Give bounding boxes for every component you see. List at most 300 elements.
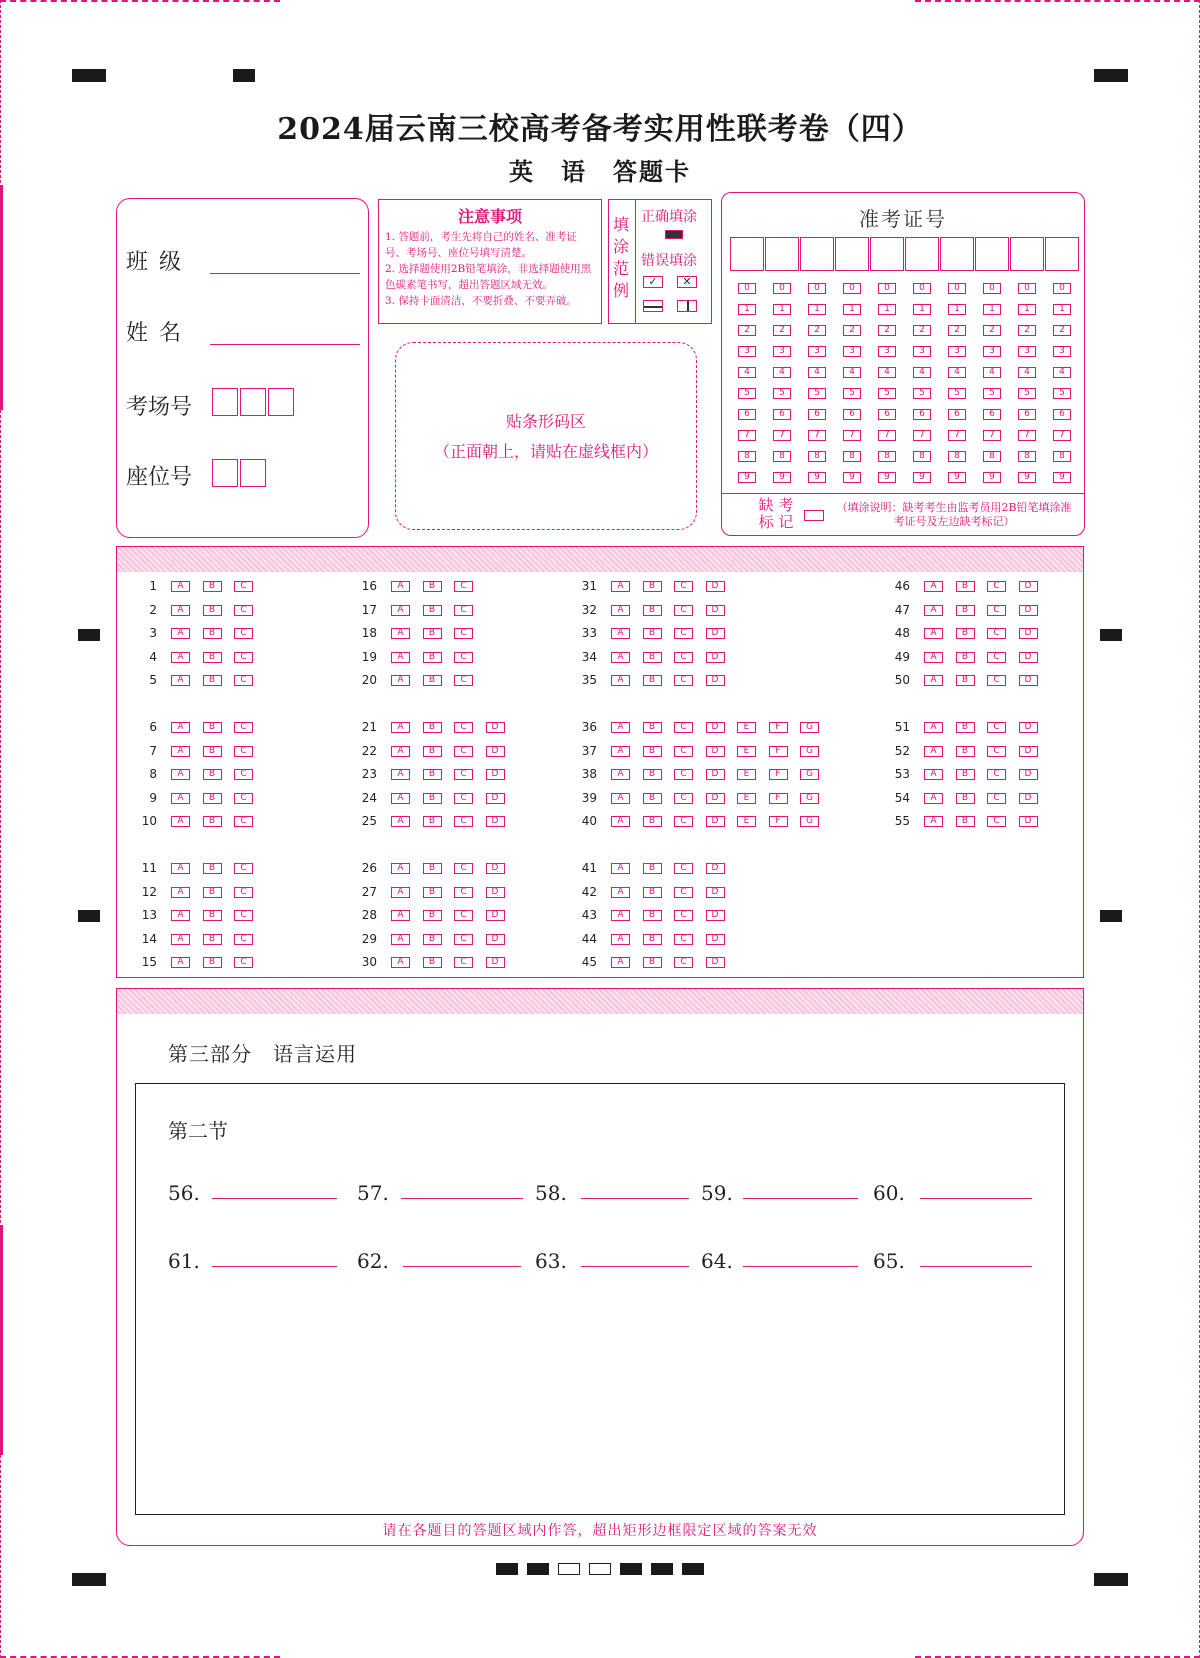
answer-bubble[interactable]: C [674, 793, 693, 804]
digit-bubble[interactable]: 1 [808, 304, 826, 315]
answer-bubble[interactable]: B [203, 722, 222, 733]
digit-bubble[interactable]: 3 [1053, 346, 1071, 357]
answer-bubble[interactable]: A [171, 816, 190, 827]
answer-bubble[interactable]: G [800, 722, 819, 733]
digit-bubble[interactable]: 5 [773, 388, 791, 399]
digit-bubble[interactable]: 1 [983, 304, 1001, 315]
admission-digit-cell[interactable] [800, 237, 834, 271]
answer-bubble[interactable]: C [674, 581, 693, 592]
digit-bubble[interactable]: 6 [948, 409, 966, 420]
digit-bubble[interactable]: 1 [843, 304, 861, 315]
answer-bubble[interactable]: D [1019, 746, 1038, 757]
answer-bubble[interactable]: C [234, 887, 253, 898]
answer-bubble[interactable]: B [203, 887, 222, 898]
answer-bubble[interactable]: B [203, 675, 222, 686]
answer-bubble[interactable]: D [486, 793, 505, 804]
answer-bubble[interactable]: A [391, 934, 410, 945]
answer-bubble[interactable]: B [643, 863, 662, 874]
answer-bubble[interactable]: A [171, 581, 190, 592]
digit-bubble[interactable]: 0 [913, 283, 931, 294]
answer-bubble[interactable]: D [706, 863, 725, 874]
answer-bubble[interactable]: B [423, 722, 442, 733]
answer-bubble[interactable]: B [203, 934, 222, 945]
blank-line[interactable] [920, 1266, 1032, 1267]
admission-digit-cell[interactable] [905, 237, 939, 271]
answer-bubble[interactable]: B [203, 816, 222, 827]
digit-bubble[interactable]: 6 [843, 409, 861, 420]
digit-bubble[interactable]: 1 [773, 304, 791, 315]
answer-bubble[interactable]: C [454, 675, 473, 686]
answer-bubble[interactable]: B [423, 628, 442, 639]
answer-bubble[interactable]: C [234, 863, 253, 874]
blank-line[interactable] [212, 1198, 337, 1199]
answer-bubble[interactable]: C [454, 816, 473, 827]
answer-bubble[interactable]: A [611, 675, 630, 686]
answer-bubble[interactable]: C [234, 816, 253, 827]
answer-bubble[interactable]: D [486, 863, 505, 874]
admission-digit-cell[interactable] [870, 237, 904, 271]
answer-bubble[interactable]: B [423, 769, 442, 780]
answer-bubble[interactable]: C [234, 605, 253, 616]
answer-bubble[interactable]: A [391, 769, 410, 780]
answer-bubble[interactable]: D [1019, 581, 1038, 592]
answer-bubble[interactable]: A [171, 769, 190, 780]
digit-bubble[interactable]: 5 [948, 388, 966, 399]
answer-bubble[interactable]: D [706, 746, 725, 757]
answer-bubble[interactable]: A [171, 887, 190, 898]
answer-bubble[interactable]: C [454, 887, 473, 898]
answer-bubble[interactable]: A [611, 887, 630, 898]
answer-bubble[interactable]: C [454, 793, 473, 804]
seat-number-boxes[interactable] [212, 459, 268, 491]
answer-bubble[interactable]: D [486, 769, 505, 780]
answer-bubble[interactable]: B [203, 628, 222, 639]
answer-bubble[interactable]: A [611, 769, 630, 780]
answer-bubble[interactable]: G [800, 746, 819, 757]
admission-digit-cell[interactable] [730, 237, 764, 271]
digit-bubble[interactable]: 2 [913, 325, 931, 336]
digit-bubble[interactable]: 3 [878, 346, 896, 357]
answer-bubble[interactable]: D [1019, 675, 1038, 686]
answer-bubble[interactable]: G [800, 793, 819, 804]
answer-bubble[interactable]: B [203, 863, 222, 874]
digit-bubble[interactable]: 4 [808, 367, 826, 378]
answer-bubble[interactable]: D [1019, 605, 1038, 616]
admission-digit-cell[interactable] [975, 237, 1009, 271]
digit-bubble[interactable]: 0 [738, 283, 756, 294]
answer-bubble[interactable]: C [987, 793, 1006, 804]
answer-bubble[interactable]: F [769, 746, 788, 757]
answer-bubble[interactable]: A [171, 957, 190, 968]
answer-bubble[interactable]: A [611, 722, 630, 733]
digit-bubble[interactable]: 9 [808, 472, 826, 483]
answer-bubble[interactable]: A [391, 957, 410, 968]
answer-bubble[interactable]: D [706, 605, 725, 616]
digit-bubble[interactable]: 6 [1018, 409, 1036, 420]
admission-digit-cell[interactable] [1045, 237, 1079, 271]
digit-bubble[interactable]: 7 [773, 430, 791, 441]
answer-bubble[interactable]: C [987, 769, 1006, 780]
answer-bubble[interactable]: C [234, 769, 253, 780]
answer-bubble[interactable]: B [643, 887, 662, 898]
answer-bubble[interactable]: A [611, 652, 630, 663]
digit-bubble[interactable]: 6 [983, 409, 1001, 420]
answer-bubble[interactable]: E [737, 746, 756, 757]
answer-bubble[interactable]: C [987, 605, 1006, 616]
digit-bubble[interactable]: 3 [983, 346, 1001, 357]
answer-bubble[interactable]: D [486, 910, 505, 921]
digit-bubble[interactable]: 4 [738, 367, 756, 378]
digit-bubble[interactable]: 4 [913, 367, 931, 378]
answer-bubble[interactable]: D [706, 934, 725, 945]
answer-bubble[interactable]: B [643, 934, 662, 945]
answer-bubble[interactable]: A [171, 652, 190, 663]
digit-bubble[interactable]: 9 [738, 472, 756, 483]
digit-bubble[interactable]: 0 [983, 283, 1001, 294]
digit-bubble[interactable]: 9 [773, 472, 791, 483]
digit-bubble[interactable]: 6 [808, 409, 826, 420]
answer-bubble[interactable]: C [987, 746, 1006, 757]
answer-bubble[interactable]: C [987, 628, 1006, 639]
digit-bubble[interactable]: 9 [913, 472, 931, 483]
answer-bubble[interactable]: A [924, 816, 943, 827]
digit-bubble[interactable]: 7 [983, 430, 1001, 441]
answer-bubble[interactable]: B [956, 605, 975, 616]
answer-bubble[interactable]: B [423, 652, 442, 663]
answer-bubble[interactable]: A [924, 793, 943, 804]
answer-bubble[interactable]: C [234, 628, 253, 639]
digit-bubble[interactable]: 5 [913, 388, 931, 399]
answer-bubble[interactable]: A [391, 605, 410, 616]
answer-bubble[interactable]: C [674, 816, 693, 827]
answer-bubble[interactable]: B [423, 863, 442, 874]
answer-bubble[interactable]: A [391, 628, 410, 639]
digit-bubble[interactable]: 7 [948, 430, 966, 441]
answer-bubble[interactable]: C [234, 581, 253, 592]
answer-bubble[interactable]: B [956, 816, 975, 827]
answer-bubble[interactable]: C [674, 957, 693, 968]
answer-bubble[interactable]: C [454, 605, 473, 616]
digit-bubble[interactable]: 8 [1018, 451, 1036, 462]
answer-bubble[interactable]: B [203, 957, 222, 968]
answer-bubble[interactable]: A [391, 675, 410, 686]
answer-bubble[interactable]: D [1019, 769, 1038, 780]
answer-bubble[interactable]: A [611, 816, 630, 827]
answer-bubble[interactable]: A [171, 934, 190, 945]
answer-bubble[interactable]: A [171, 605, 190, 616]
digit-bubble[interactable]: 4 [1018, 367, 1036, 378]
digit-bubble[interactable]: 7 [1053, 430, 1071, 441]
digit-bubble[interactable]: 8 [983, 451, 1001, 462]
answer-bubble[interactable]: C [987, 652, 1006, 663]
digit-bubble[interactable]: 1 [878, 304, 896, 315]
admission-digit-cell[interactable] [1010, 237, 1044, 271]
answer-bubble[interactable]: A [611, 863, 630, 874]
digit-bubble[interactable]: 0 [948, 283, 966, 294]
answer-bubble[interactable]: A [171, 628, 190, 639]
digit-bubble[interactable]: 4 [843, 367, 861, 378]
answer-bubble[interactable]: B [643, 652, 662, 663]
answer-bubble[interactable]: B [423, 581, 442, 592]
answer-bubble[interactable]: C [234, 675, 253, 686]
digit-bubble[interactable]: 6 [773, 409, 791, 420]
answer-bubble[interactable]: C [674, 769, 693, 780]
answer-bubble[interactable]: A [611, 793, 630, 804]
answer-bubble[interactable]: D [1019, 628, 1038, 639]
answer-bubble[interactable]: D [1019, 652, 1038, 663]
answer-bubble[interactable]: A [924, 769, 943, 780]
answer-bubble[interactable]: B [956, 722, 975, 733]
answer-bubble[interactable]: D [706, 581, 725, 592]
answer-bubble[interactable]: F [769, 816, 788, 827]
digit-bubble[interactable]: 0 [1053, 283, 1071, 294]
digit-bubble[interactable]: 3 [1018, 346, 1036, 357]
admission-digit-cell[interactable] [765, 237, 799, 271]
answer-bubble[interactable]: C [234, 957, 253, 968]
answer-bubble[interactable]: B [423, 675, 442, 686]
answer-bubble[interactable]: A [391, 722, 410, 733]
digit-bubble[interactable]: 8 [878, 451, 896, 462]
digit-bubble[interactable]: 2 [948, 325, 966, 336]
digit-bubble[interactable]: 7 [878, 430, 896, 441]
answer-bubble[interactable]: D [1019, 793, 1038, 804]
answer-bubble[interactable]: D [1019, 722, 1038, 733]
answer-bubble[interactable]: A [611, 605, 630, 616]
answer-bubble[interactable]: C [674, 628, 693, 639]
answer-bubble[interactable]: A [611, 628, 630, 639]
answer-bubble[interactable]: C [454, 957, 473, 968]
digit-bubble[interactable]: 8 [808, 451, 826, 462]
answer-bubble[interactable]: C [234, 910, 253, 921]
answer-bubble[interactable]: B [423, 957, 442, 968]
answer-bubble[interactable]: C [234, 934, 253, 945]
answer-bubble[interactable]: D [706, 887, 725, 898]
blank-line[interactable] [401, 1198, 523, 1199]
answer-bubble[interactable]: B [203, 769, 222, 780]
digit-bubble[interactable]: 4 [878, 367, 896, 378]
answer-bubble[interactable]: D [1019, 816, 1038, 827]
digit-bubble[interactable]: 8 [773, 451, 791, 462]
blank-line[interactable] [403, 1266, 521, 1267]
absent-mark-box[interactable] [804, 510, 824, 521]
answer-bubble[interactable]: E [737, 769, 756, 780]
answer-bubble[interactable]: D [486, 722, 505, 733]
answer-bubble[interactable]: A [611, 746, 630, 757]
digit-bubble[interactable]: 3 [808, 346, 826, 357]
answer-bubble[interactable]: C [234, 652, 253, 663]
answer-bubble[interactable]: C [674, 887, 693, 898]
answer-bubble[interactable]: D [706, 957, 725, 968]
answer-bubble[interactable]: B [643, 816, 662, 827]
answer-bubble[interactable]: B [643, 910, 662, 921]
digit-bubble[interactable]: 1 [948, 304, 966, 315]
answer-bubble[interactable]: B [956, 628, 975, 639]
digit-bubble[interactable]: 3 [948, 346, 966, 357]
digit-bubble[interactable]: 4 [948, 367, 966, 378]
digit-bubble[interactable]: 6 [913, 409, 931, 420]
answer-bubble[interactable]: D [706, 910, 725, 921]
digit-bubble[interactable]: 9 [1018, 472, 1036, 483]
answer-bubble[interactable]: A [391, 887, 410, 898]
answer-bubble[interactable]: D [706, 722, 725, 733]
admission-digit-cell[interactable] [940, 237, 974, 271]
answer-bubble[interactable]: A [171, 746, 190, 757]
answer-bubble[interactable]: C [454, 652, 473, 663]
digit-bubble[interactable]: 8 [1053, 451, 1071, 462]
answer-bubble[interactable]: A [611, 581, 630, 592]
admission-digit-cell[interactable] [835, 237, 869, 271]
answer-bubble[interactable]: A [171, 863, 190, 874]
answer-bubble[interactable]: A [924, 605, 943, 616]
answer-bubble[interactable]: D [486, 934, 505, 945]
answer-bubble[interactable]: B [643, 957, 662, 968]
answer-bubble[interactable]: C [234, 722, 253, 733]
answer-bubble[interactable]: A [391, 793, 410, 804]
answer-bubble[interactable]: B [956, 793, 975, 804]
answer-bubble[interactable]: G [800, 769, 819, 780]
answer-bubble[interactable]: B [203, 581, 222, 592]
answer-bubble[interactable]: C [454, 722, 473, 733]
digit-bubble[interactable]: 2 [878, 325, 896, 336]
answer-bubble[interactable]: B [203, 910, 222, 921]
digit-bubble[interactable]: 2 [843, 325, 861, 336]
digit-bubble[interactable]: 5 [878, 388, 896, 399]
answer-bubble[interactable]: D [706, 675, 725, 686]
digit-bubble[interactable]: 5 [1018, 388, 1036, 399]
blank-line[interactable] [920, 1198, 1032, 1199]
answer-bubble[interactable]: A [391, 863, 410, 874]
answer-bubble[interactable]: B [643, 605, 662, 616]
digit-bubble[interactable]: 9 [948, 472, 966, 483]
answer-bubble[interactable]: B [643, 746, 662, 757]
digit-bubble[interactable]: 4 [983, 367, 1001, 378]
answer-bubble[interactable]: B [423, 605, 442, 616]
digit-bubble[interactable]: 9 [1053, 472, 1071, 483]
answer-bubble[interactable]: D [706, 816, 725, 827]
digit-bubble[interactable]: 7 [913, 430, 931, 441]
digit-bubble[interactable]: 8 [913, 451, 931, 462]
digit-bubble[interactable]: 7 [843, 430, 861, 441]
answer-bubble[interactable]: C [454, 581, 473, 592]
digit-bubble[interactable]: 9 [983, 472, 1001, 483]
digit-bubble[interactable]: 6 [738, 409, 756, 420]
digit-bubble[interactable]: 1 [1018, 304, 1036, 315]
answer-bubble[interactable]: B [203, 793, 222, 804]
answer-bubble[interactable]: D [706, 652, 725, 663]
digit-bubble[interactable]: 0 [808, 283, 826, 294]
answer-bubble[interactable]: A [391, 581, 410, 592]
digit-bubble[interactable]: 8 [948, 451, 966, 462]
answer-bubble[interactable]: A [391, 816, 410, 827]
answer-bubble[interactable]: B [423, 934, 442, 945]
digit-bubble[interactable]: 2 [983, 325, 1001, 336]
blank-line[interactable] [581, 1198, 689, 1199]
digit-bubble[interactable]: 5 [1053, 388, 1071, 399]
answer-bubble[interactable]: B [423, 746, 442, 757]
answer-bubble[interactable]: A [924, 722, 943, 733]
answer-bubble[interactable]: A [391, 746, 410, 757]
answer-bubble[interactable]: E [737, 816, 756, 827]
answer-bubble[interactable]: B [643, 581, 662, 592]
digit-bubble[interactable]: 3 [773, 346, 791, 357]
answer-bubble[interactable]: C [674, 652, 693, 663]
blank-line[interactable] [581, 1266, 689, 1267]
answer-bubble[interactable]: D [706, 628, 725, 639]
answer-bubble[interactable]: D [486, 957, 505, 968]
answer-bubble[interactable]: C [987, 722, 1006, 733]
answer-bubble[interactable]: B [643, 769, 662, 780]
digit-bubble[interactable]: 1 [738, 304, 756, 315]
answer-bubble[interactable]: C [987, 675, 1006, 686]
answer-bubble[interactable]: A [924, 652, 943, 663]
answer-bubble[interactable]: A [391, 910, 410, 921]
answer-bubble[interactable]: B [423, 910, 442, 921]
digit-bubble[interactable]: 1 [913, 304, 931, 315]
digit-bubble[interactable]: 9 [843, 472, 861, 483]
digit-bubble[interactable]: 5 [808, 388, 826, 399]
answer-bubble[interactable]: F [769, 769, 788, 780]
answer-bubble[interactable]: A [171, 722, 190, 733]
answer-bubble[interactable]: B [203, 605, 222, 616]
digit-bubble[interactable]: 0 [773, 283, 791, 294]
answer-bubble[interactable]: A [171, 793, 190, 804]
answer-bubble[interactable]: E [737, 722, 756, 733]
answer-bubble[interactable]: D [486, 746, 505, 757]
barcode-area[interactable] [395, 342, 697, 530]
digit-bubble[interactable]: 3 [738, 346, 756, 357]
answer-bubble[interactable]: C [987, 581, 1006, 592]
answer-bubble[interactable]: G [800, 816, 819, 827]
answer-bubble[interactable]: D [706, 769, 725, 780]
answer-bubble[interactable]: A [171, 675, 190, 686]
answer-bubble[interactable]: A [171, 910, 190, 921]
name-field[interactable] [210, 344, 360, 345]
answer-bubble[interactable]: E [737, 793, 756, 804]
answer-bubble[interactable]: B [643, 793, 662, 804]
answer-bubble[interactable]: A [611, 957, 630, 968]
digit-bubble[interactable]: 2 [1018, 325, 1036, 336]
answer-bubble[interactable]: C [454, 863, 473, 874]
answer-bubble[interactable]: A [611, 934, 630, 945]
digit-bubble[interactable]: 6 [1053, 409, 1071, 420]
digit-bubble[interactable]: 7 [738, 430, 756, 441]
answer-bubble[interactable]: B [423, 887, 442, 898]
answer-bubble[interactable]: B [643, 675, 662, 686]
answer-bubble[interactable]: B [423, 816, 442, 827]
digit-bubble[interactable]: 8 [738, 451, 756, 462]
blank-line[interactable] [743, 1266, 858, 1267]
digit-bubble[interactable]: 0 [878, 283, 896, 294]
answer-bubble[interactable]: C [987, 816, 1006, 827]
class-field[interactable] [210, 273, 360, 274]
digit-bubble[interactable]: 1 [1053, 304, 1071, 315]
answer-bubble[interactable]: C [454, 769, 473, 780]
digit-bubble[interactable]: 0 [843, 283, 861, 294]
answer-bubble[interactable]: C [454, 910, 473, 921]
digit-bubble[interactable]: 2 [1053, 325, 1071, 336]
answer-bubble[interactable]: C [674, 675, 693, 686]
digit-bubble[interactable]: 5 [843, 388, 861, 399]
answer-bubble[interactable]: C [234, 746, 253, 757]
answer-bubble[interactable]: B [203, 652, 222, 663]
digit-bubble[interactable]: 3 [843, 346, 861, 357]
answer-bubble[interactable]: B [956, 652, 975, 663]
answer-bubble[interactable]: B [956, 675, 975, 686]
room-number-boxes[interactable] [212, 388, 296, 420]
answer-bubble[interactable]: D [486, 816, 505, 827]
blank-line[interactable] [212, 1266, 337, 1267]
digit-bubble[interactable]: 3 [913, 346, 931, 357]
